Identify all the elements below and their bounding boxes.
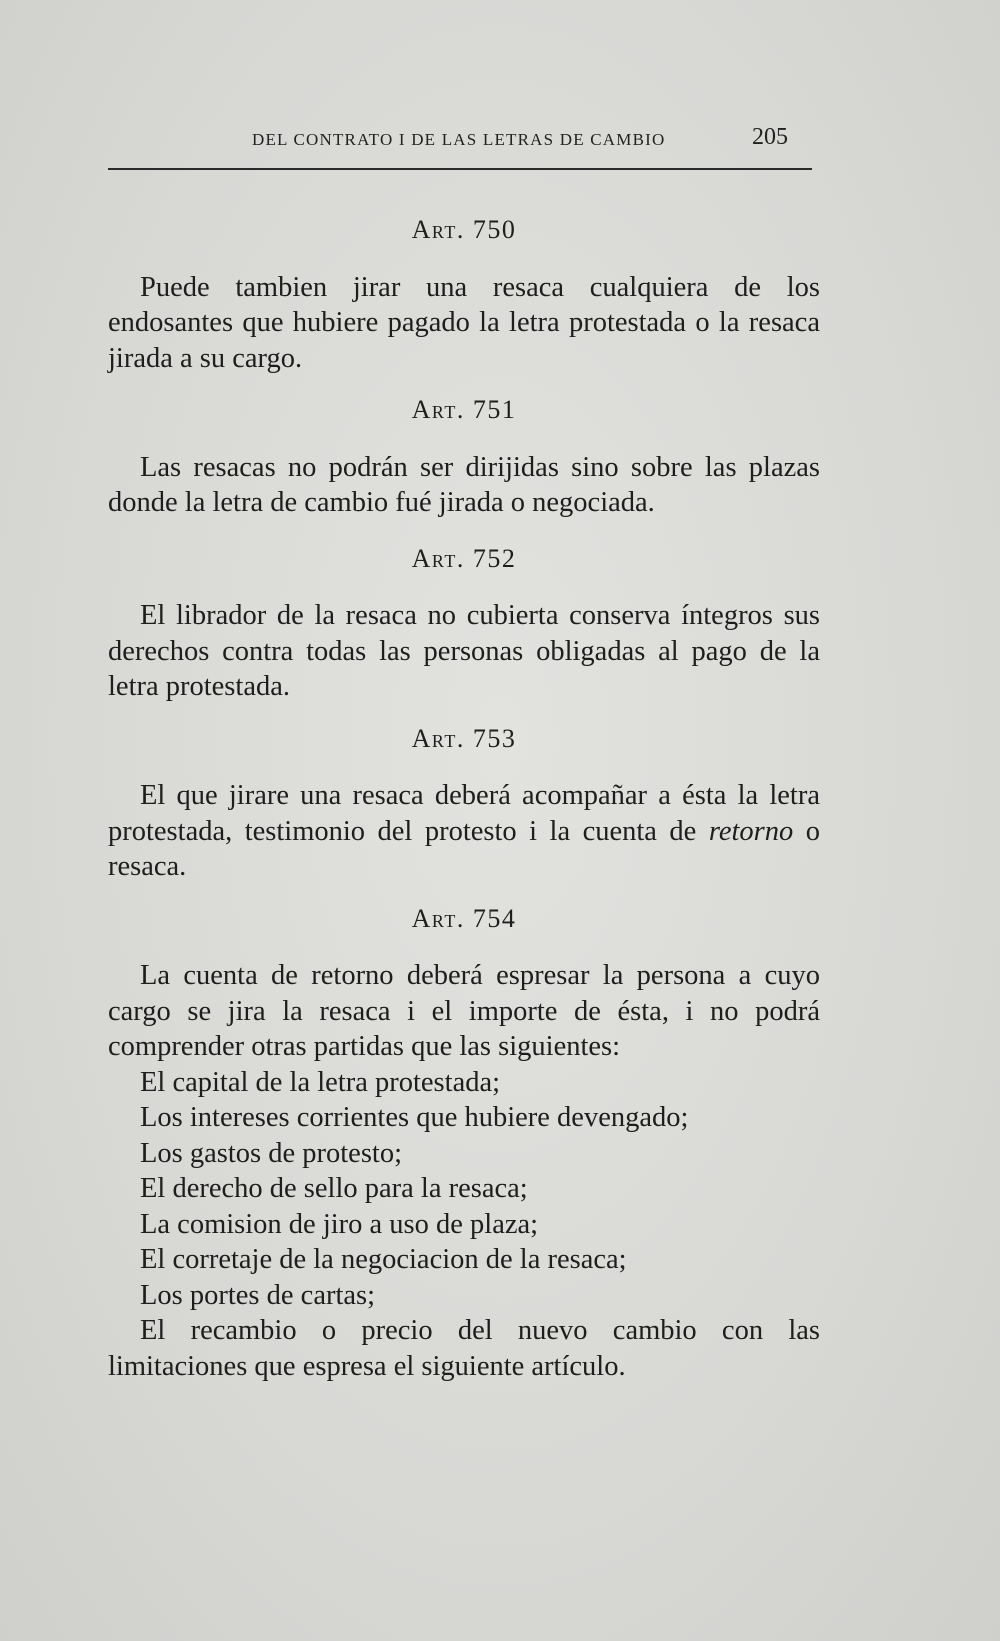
list-item: La comision de jiro a uso de plaza; — [140, 1208, 539, 1240]
article-text-753 — [108, 778, 820, 885]
list-item: El corretaje de la negociacion de la resaca; — [140, 1244, 627, 1275]
article-heading-752: Art. 752 — [411, 543, 517, 573]
running-head: DEL CONTRATO I DE LAS LETRAS DE CAMBIO — [252, 130, 666, 149]
list-item: Los intereses corrientes que hubiere devengado; — [140, 1102, 689, 1133]
article-text-754: La cuenta de retorno deberá espresar la persona a cuyo cargo se jira la resaca i el importe de ésta, i no podrá comprender otras partidas que las siguientes: — [108, 960, 820, 1062]
page-number: 205 — [752, 124, 788, 150]
article-text-753-italic: retorno — [708, 815, 794, 847]
list-item: El capital de la letra protestada; — [140, 1066, 501, 1098]
page-body — [108, 206, 820, 1384]
article-heading-751: Art. 751 — [411, 395, 517, 424]
list-item: Los gastos de protesto; — [140, 1137, 403, 1169]
page-header — [108, 124, 812, 170]
charges-list — [108, 1065, 820, 1385]
list-item: Los portes de cartas; — [140, 1279, 376, 1311]
article-text-752: El librador de la resaca no cubierta conserva íntegros sus derechos contra todas las personas obligadas al pago de la letra protestada. — [108, 600, 820, 702]
article-heading-754: Art. 754 — [411, 903, 517, 933]
article-text-753-main: El que jirare una resaca deberá acompañar a ésta la letra protestada, testimonio del protesto i la cuenta de — [108, 780, 820, 847]
article-text-753-end: o resaca. — [108, 815, 820, 882]
article-text-751: Las resacas no podrán ser dirijidas sino sobre las plazas donde la letra de cambio fué jirada o negociada. — [108, 451, 820, 518]
article-heading-750: Art. 750 — [411, 215, 517, 244]
list-item: El derecho de sello para la resaca; — [140, 1173, 528, 1204]
article-text-750: Puede tambien jirar una resaca cualquiera de los endosantes que hubiere pagado la letra protestada o la resaca jirada a su cargo. — [108, 271, 820, 374]
article-heading-753: Art. 753 — [411, 723, 517, 753]
list-item: El recambio o precio del nuevo cambio con las limitaciones que espresa el siguiente artículo. — [108, 1315, 820, 1382]
